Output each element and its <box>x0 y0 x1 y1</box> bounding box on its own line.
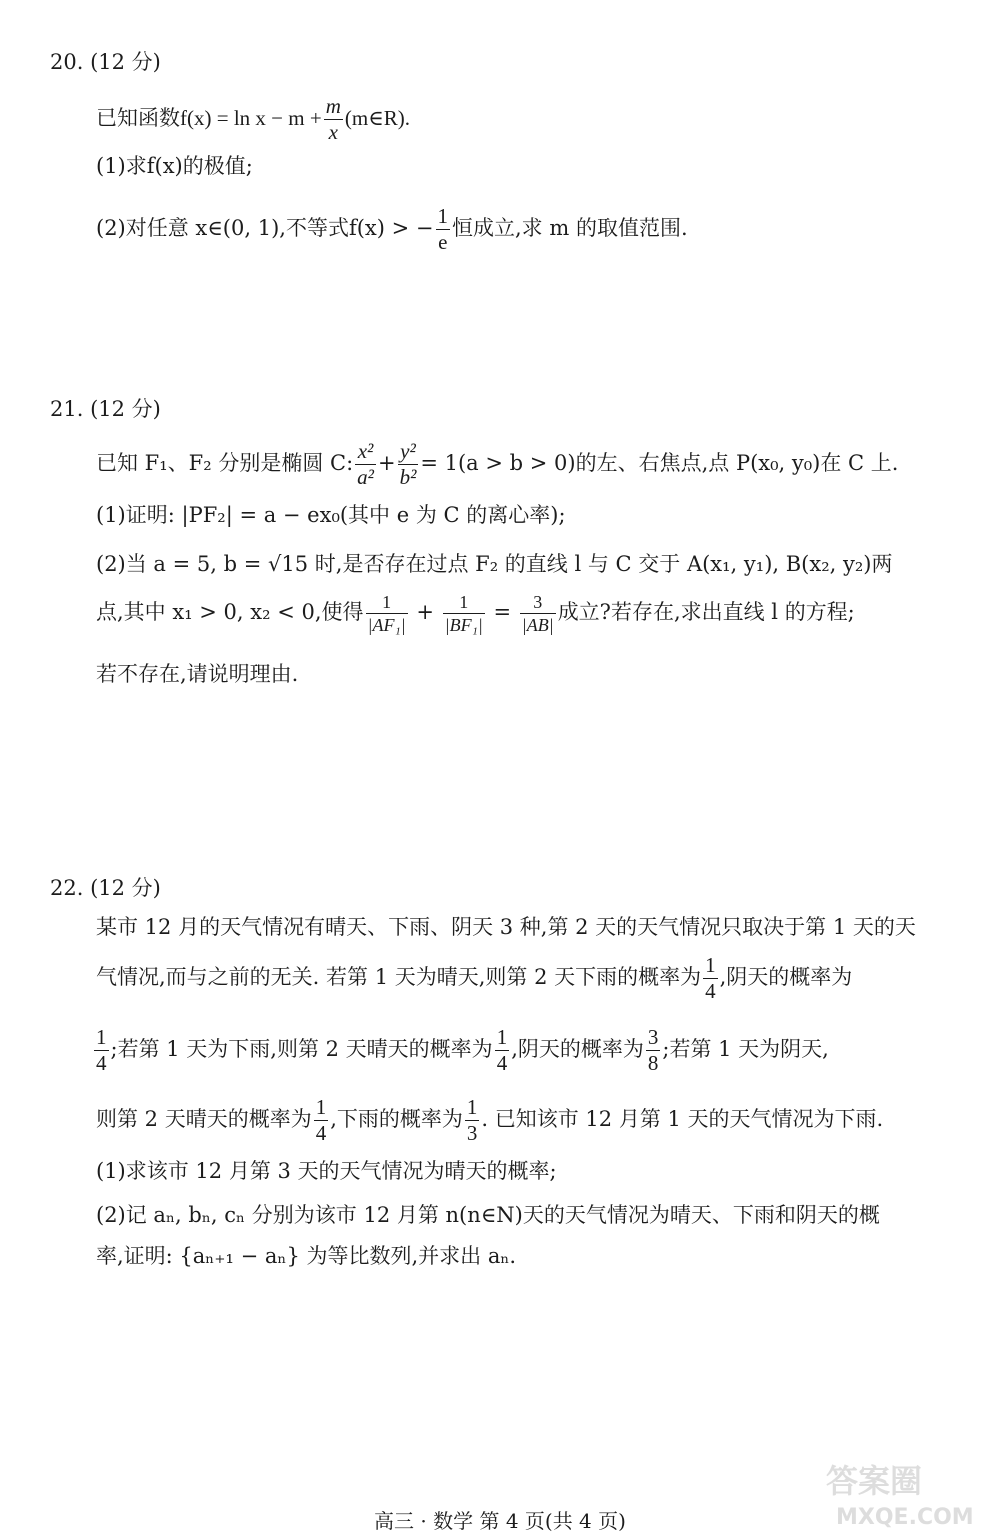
q21-stem-prefix: 已知 F₁、F₂ 分别是椭圆 C: <box>96 451 354 475</box>
q22-line4-den: 4 <box>315 1121 327 1145</box>
q21-frac-x2-a2 <box>355 441 376 488</box>
q20-frac-den: x <box>328 120 338 144</box>
watermark-bottom: MXQE.COM <box>836 1505 974 1530</box>
q21-frac1-den: a² <box>357 465 374 489</box>
q21-p2-line2-prefix: 点,其中 x₁ > 0, x₂ < 0,使得 <box>96 600 364 624</box>
q21-part2-line2 <box>96 593 964 634</box>
q22-line4 <box>96 1097 964 1144</box>
q20-frac-num: m <box>325 94 341 118</box>
q22-frac-line4-a <box>314 1097 329 1144</box>
q20-part1: (1)求f(x)的极值; <box>96 154 253 178</box>
q20-stem <box>96 96 964 143</box>
q22-line4-b: ,下雨的概率为 <box>330 1107 463 1131</box>
q22-line3 <box>92 1027 964 1074</box>
q20-part2-prefix: (2)对任意 x∈(0, 1),不等式f(x) > − <box>96 216 434 240</box>
q22-line3-num: 1 <box>96 1025 107 1049</box>
q22-line1: 某市 12 月的天气情况有晴天、下雨、阴天 3 种,第 2 天的天气情况只取决于第 1 天的天 <box>96 915 916 939</box>
q21-frac-1-over-AF1 <box>366 593 408 634</box>
q20-frac-1-over-e <box>436 206 451 253</box>
watermark-logo <box>806 1452 986 1532</box>
q22-part2-line2: 率,证明: {aₙ₊₁ − aₙ} 为等比数列,并求出 aₙ. <box>96 1244 517 1268</box>
q22-frac-line3-c <box>646 1027 661 1074</box>
q22-line3-num3: 3 <box>647 1025 659 1049</box>
q22-line2 <box>96 955 964 1002</box>
q21-p2-line2-suffix: 成立?若存在,求出直线 l 的方程; <box>557 600 855 624</box>
q22-part1: (1)求该市 12 月第 3 天的天气情况为晴天的概率; <box>96 1159 557 1183</box>
q21-equals: = <box>493 600 512 624</box>
q21-part2-line1: (2)当 a = 5, b = √15 时,是否存在过点 F₂ 的直线 l 与 C 交于 A(x₁, y₁), B(x₂, y₂)两 <box>96 552 893 576</box>
q20-stem-suffix: (m∈R). <box>344 106 410 130</box>
q22-frac-line2 <box>703 955 718 1002</box>
q22-line4-c: . 已知该市 12 月第 1 天的天气情况为下雨. <box>481 1107 884 1131</box>
q21-f3-den: |AB| <box>521 615 554 635</box>
q22-line2-num: 1 <box>705 953 716 977</box>
q22-line3-a: ;若第 1 天为下雨,则第 2 天晴天的概率为 <box>110 1037 493 1061</box>
q20-part2-suffix: 恒成立,求 m 的取值范围. <box>452 216 688 240</box>
q21-part2-line3: 若不存在,请说明理由. <box>96 662 299 686</box>
q21-plus-2: + <box>416 600 434 624</box>
q21-frac-1-over-BF1 <box>443 593 485 634</box>
q21-f3-num: 3 <box>520 593 556 614</box>
q22-line3-num2: 1 <box>496 1025 508 1049</box>
q21-f1-num: 1 <box>366 593 408 614</box>
q21-frac2-num: y² <box>398 441 419 465</box>
q22-line2-prefix: 气情况,而与之前的无关. 若第 1 天为晴天,则第 2 天下雨的概率为 <box>96 965 702 989</box>
q20-stem-prefix: 已知函数 <box>96 106 180 130</box>
q22-part2-line1: (2)记 aₙ, bₙ, cₙ 分别为该市 12 月第 n(n∈N)天的天气情况为晴天、下雨和阴天的概 <box>96 1203 880 1227</box>
q22-line2-den: 4 <box>705 979 716 1003</box>
q22-line3-den2: 4 <box>496 1051 508 1075</box>
q21-stem-suffix: = 1(a > b > 0)的左、右焦点,点 P(x₀, y₀)在 C 上. <box>420 451 899 475</box>
q22-line3-den3: 8 <box>647 1051 659 1075</box>
q20-part2 <box>96 206 964 253</box>
q22-heading: 22. (12 分) <box>50 876 161 900</box>
q20-heading: 20. (12 分) <box>50 50 161 74</box>
q22-line4-a: 则第 2 天晴天的概率为 <box>96 1107 312 1131</box>
q22-frac-line3-b <box>495 1027 510 1074</box>
q20-frac-m-over-x <box>324 96 343 143</box>
q22-line3-den: 4 <box>96 1051 107 1075</box>
q22-line4-den2: 3 <box>466 1121 478 1145</box>
q22-line4-num: 1 <box>315 1095 327 1119</box>
q21-part1: (1)证明: |PF₂| = a − ex₀(其中 e 为 C 的离心率); <box>96 503 566 527</box>
q21-frac1-num: x² <box>355 441 376 465</box>
q20-stem-fx: f(x) = ln x − m + <box>180 106 322 130</box>
q21-frac2-den: b² <box>399 465 417 489</box>
q21-frac-y2-b2 <box>398 441 419 488</box>
q22-line4-num2: 1 <box>466 1095 478 1119</box>
q21-plus: + <box>377 451 396 475</box>
q22-frac-line4-b <box>465 1097 480 1144</box>
q21-f2-num: 1 <box>443 593 485 614</box>
q22-line3-c: ;若第 1 天为阴天, <box>662 1037 829 1061</box>
q21-heading: 21. (12 分) <box>50 397 161 421</box>
watermark-top: 答案圈 <box>826 1462 923 1500</box>
q22-frac-line3-a <box>94 1027 109 1074</box>
page-footer: 高三 · 数学 第 4 页(共 4 页) <box>374 1509 626 1533</box>
q20-p2-frac-den: e <box>438 230 448 254</box>
q21-stem <box>96 441 964 488</box>
q20-p2-frac-num: 1 <box>437 204 448 228</box>
q21-f1-den: |AF₁| <box>367 615 406 635</box>
q22-line2-suffix: ,阴天的概率为 <box>719 965 853 989</box>
q21-f2-den: |BF₁| <box>444 615 483 635</box>
q22-line3-b: ,阴天的概率为 <box>511 1037 644 1061</box>
q21-frac-3-over-AB <box>520 593 556 634</box>
